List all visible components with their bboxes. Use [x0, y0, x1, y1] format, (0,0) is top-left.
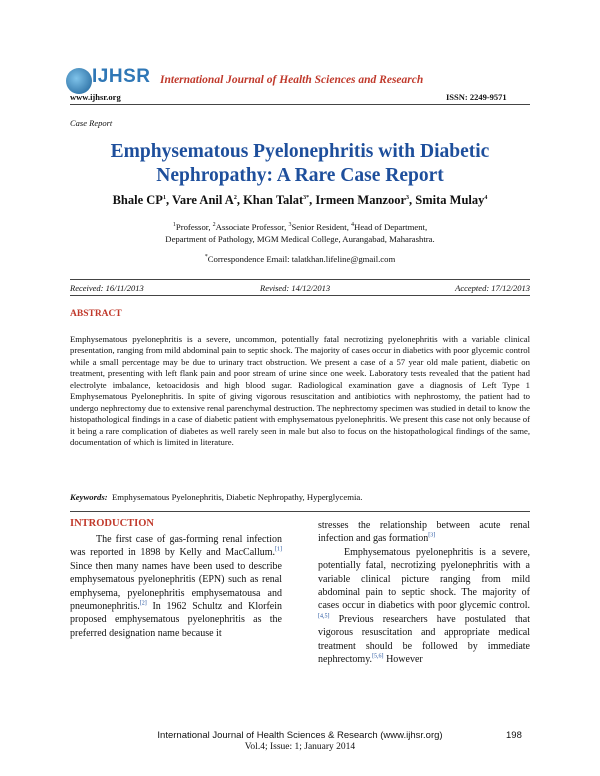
header-divider	[70, 104, 530, 105]
affil-role: Professor,	[175, 222, 213, 232]
affil-role: Associate Professor,	[215, 222, 289, 232]
affiliations	[70, 222, 530, 245]
affil-role: Head of Department,	[354, 222, 428, 232]
intro-text: Since then many names have been used to describe emphysematous pyelonephritis (EPN) such as renal emphysema, pyelonephritis emphysematousa and pneumonephritis.	[70, 560, 282, 613]
author-name: Vare Anil A	[171, 193, 234, 207]
intro-text: However	[383, 654, 423, 666]
keywords	[70, 492, 530, 502]
author-sup: 3	[406, 194, 410, 201]
intro-text: stresses the relationship between acute renal infection and gas formation	[318, 520, 530, 545]
keywords-divider	[70, 511, 530, 512]
author-sup: 3*	[303, 194, 310, 201]
intro-column-left	[70, 533, 282, 640]
corr-sup: *	[204, 254, 208, 261]
intro-column-right	[318, 519, 530, 666]
author-sup: 4	[484, 194, 488, 201]
footer-issue: Vol.4; Issue: 1; January 2014	[244, 742, 356, 752]
affiliation-line-1	[70, 222, 530, 234]
affil-sup: 1	[172, 222, 176, 229]
author-name: Smita Mulay	[415, 193, 485, 207]
author-name: Khan Talat	[243, 193, 304, 207]
journal-name: International Journal of Health Sciences and Research	[160, 74, 424, 86]
keywords-label: Keywords:	[70, 492, 108, 502]
intro-paragraph	[318, 519, 530, 546]
intro-paragraph	[70, 533, 282, 640]
correspondence	[70, 254, 530, 264]
introduction-heading: INTRODUCTION	[70, 518, 155, 529]
abstract-heading: ABSTRACT	[70, 309, 122, 319]
affil-sup: 3	[288, 222, 292, 229]
affiliation-line-2: Department of Pathology, MGM Medical College, Aurangabad, Maharashtra.	[165, 233, 435, 244]
affil-sup: 2	[212, 222, 216, 229]
received-date: Received: 16/11/2013	[70, 283, 144, 293]
citation-ref[interactable]: [1]	[275, 547, 282, 554]
citation-ref[interactable]: [5,6]	[372, 653, 384, 660]
journal-website[interactable]: www.ijhsr.org	[70, 92, 121, 102]
article-title: Emphysematous Pyelonephritis with Diabetic Nephropathy: A Rare Case Report	[110, 141, 490, 186]
intro-text: Previous researchers have postulated that vigorous resuscitation and appropriate medical treatment should be followed by immediate nephrectomy.	[318, 613, 530, 666]
issn: ISSN: 2249-9571	[446, 92, 507, 102]
citation-ref[interactable]: [4,5]	[318, 613, 330, 620]
revised-date: Revised: 14/12/2013	[260, 283, 331, 293]
author-sup: 2	[233, 194, 237, 201]
article-type: Case Report	[70, 118, 113, 128]
dates-divider-top	[70, 279, 530, 280]
intro-text: In 1962 Schultz and Klorfein proposed emphysematous pyelonephritis as the preferred designation name because it	[70, 601, 282, 639]
correspondence-email: Correspondence Email: talatkhan.lifeline@gmail.com	[207, 254, 396, 264]
footer-journal: International Journal of Health Sciences & Research (www.ijhsr.org)	[157, 730, 443, 741]
page-number: 198	[506, 730, 522, 741]
citation-ref[interactable]: [3]	[428, 533, 436, 540]
keywords-text: Emphysematous Pyelonephritis, Diabetic Nephropathy, Hyperglycemia.	[112, 492, 363, 502]
dates-divider-bottom	[70, 295, 530, 296]
affil-sup: 4	[351, 222, 355, 229]
author-sup: 1	[162, 194, 166, 201]
abstract-text: Emphysematous pyelonephritis is a severe, uncommon, potentially fatal necrotizing pyelonephritis with a variable clinical presentation, ranging from mild abdominal pain to septic shock. The majority of cases occur in diabetics with poor glycemic control while a small percentage may be due to urinary tract obstruction. We present a case of a 57 year old male patient, diabetic on treatment, presenting with left flank pain and poor stream of urine since one week. Laboratory tests revealed that the patient had electrolyte imbalance, ketoacidosis and high blood sugar. Radiological examination gave a diagnosis of Left Type 1 Emphysematous Pyelonephritis. In spite of giving vigorous resuscitation and antibiotics with nephrostomy, the patient had to undergo nephrectomy due to extensive renal parenchymal destruction. The nephrectomy specimen was studied in detail to know the histopathological findings in a case of diabetic patient with emphysematous pyelonephritis. We present this case not only because of it being a rare complication of diabetes as well rarely seen in male but also to focus on the histopathological findings of the same, documentation of which is limited in literature.	[70, 334, 530, 448]
intro-paragraph	[318, 546, 530, 667]
author-name: Irmeen Manzoor	[315, 193, 407, 207]
globe-icon	[66, 68, 92, 94]
journal-logo: IJHSR	[92, 66, 151, 87]
author-list: Bhale $CP^1$, Vare Anil $A^2$, Khan Talat$^{3*}$, Irmeen Manzoor$^3$, Smita Mulay$^4$	[112, 193, 488, 207]
author-name: Bhale CP	[112, 193, 163, 207]
affil-role: Senior Resident,	[291, 222, 352, 232]
citation-ref[interactable]: [2]	[139, 600, 147, 607]
accepted-date: Accepted: 17/12/2013	[455, 283, 530, 293]
intro-text: The first case of gas-forming renal infection was reported in 1898 by Kelly and MacCallum.	[70, 534, 282, 559]
intro-text: Emphysematous pyelonephritis is a severe, potentially fatal, necrotizing pyelonephritis with a variable clinical picture ranging from mild abdominal pain to septic shock. The majority of cases occur in diabetics with poor glycemic control.	[318, 546, 530, 612]
